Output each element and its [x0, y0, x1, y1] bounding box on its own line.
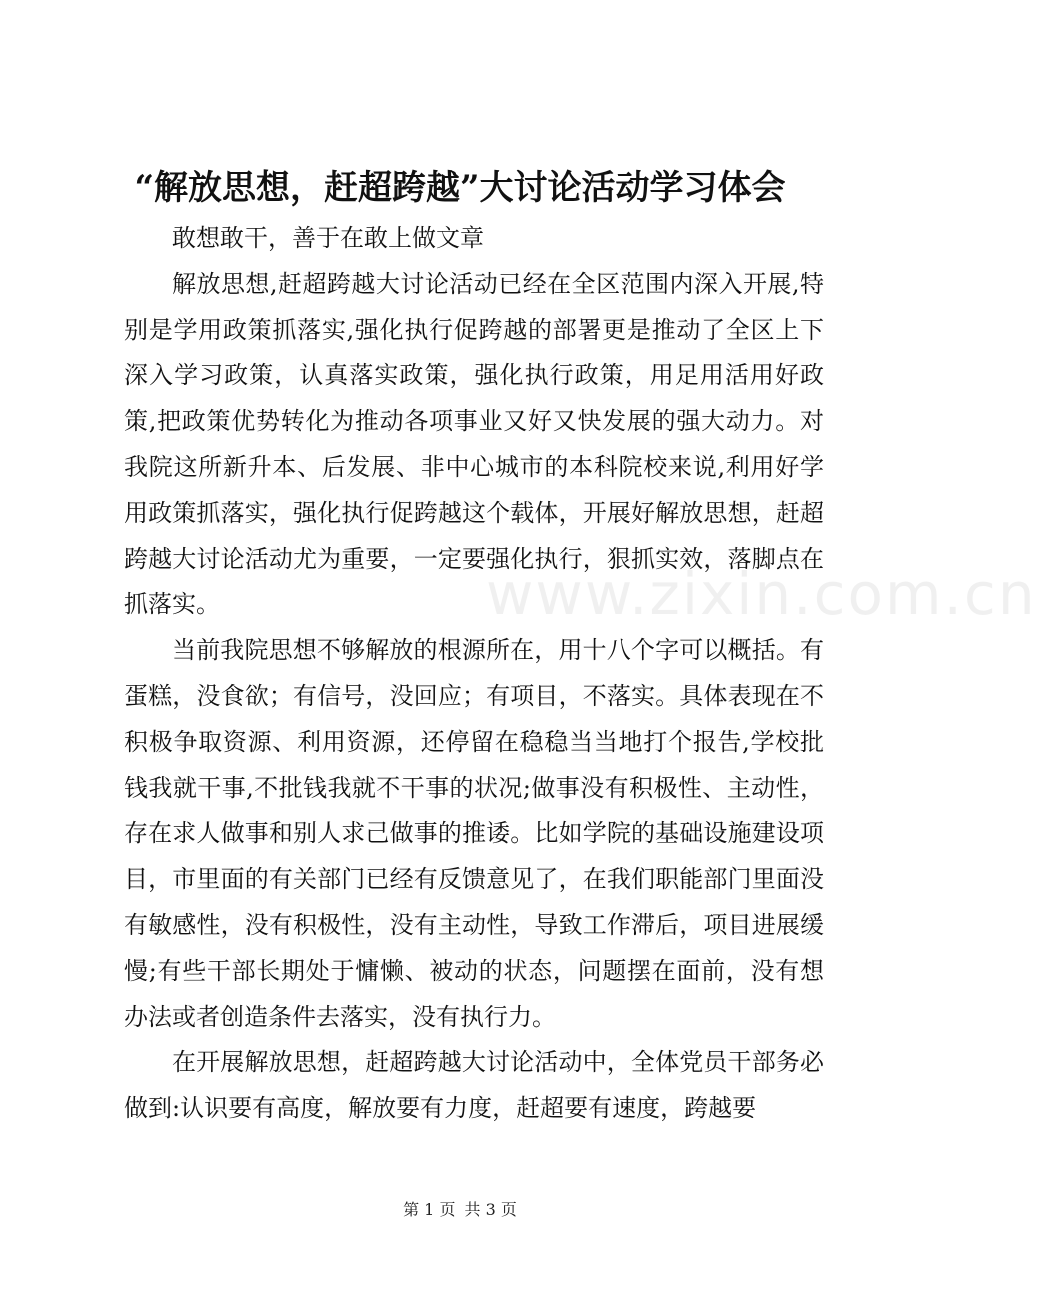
page-total: 共 3 页 [464, 1200, 517, 1219]
paragraph-2: 当前我院思想不够解放的根源所在，用十八个字可以概括。有蛋糕，没食欲；有信号，没回应；有项目，不落实。具体表现在不积极争取资源、利用资源，还停留在稳稳当当地打个报告,学校批钱我就干事,不批钱我就不干事的状况;做事没有积极性、主动性，存在求人做事和别人求己做事的推诿。比如学院的基础设施建设项目，市里面的有关部门已经有反馈意见了，在我们职能部门里面没有敏感性，没有积极性，没有主动性，导致工作滞后，项目进展缓慢;有些干部长期处于慵懒、被动的状态，问题摆在面前，没有想办法或者创造条件去落实，没有执行力。 [124, 636, 824, 1031]
page-number: 第 1 页 [403, 1200, 456, 1219]
document-subtitle: 敢想敢干，善于在敢上做文章 [172, 224, 484, 252]
document-title: “解放思想，赶超跨越”大讨论活动学习体会 [134, 168, 786, 208]
page-footer [0, 1198, 920, 1222]
document-body [124, 216, 824, 1132]
paragraph-3: 在开展解放思想，赶超跨越大讨论活动中，全体党员干部务必做到:认识要有高度，解放要有力度，赶超要有速度，跨越要 [124, 1048, 824, 1123]
paragraph-1: 解放思想,赶超跨越大讨论活动已经在全区范围内深入开展,特别是学用政策抓落实,强化执行促跨越的部署更是推动了全区上下深入学习政策，认真落实政策，强化执行政策，用足用活用好政策,把政策优势转化为推动各项事业又好又快发展的强大动力。对我院这所新升本、后发展、非中心城市的本科院校来说,利用好学用政策抓落实，强化执行促跨越这个载体，开展好解放思想，赶超跨越大讨论活动尤为重要，一定要强化执行，狠抓实效，落脚点在抓落实。 [124, 269, 824, 619]
watermark: www.zixin.com.cn [486, 560, 1037, 628]
